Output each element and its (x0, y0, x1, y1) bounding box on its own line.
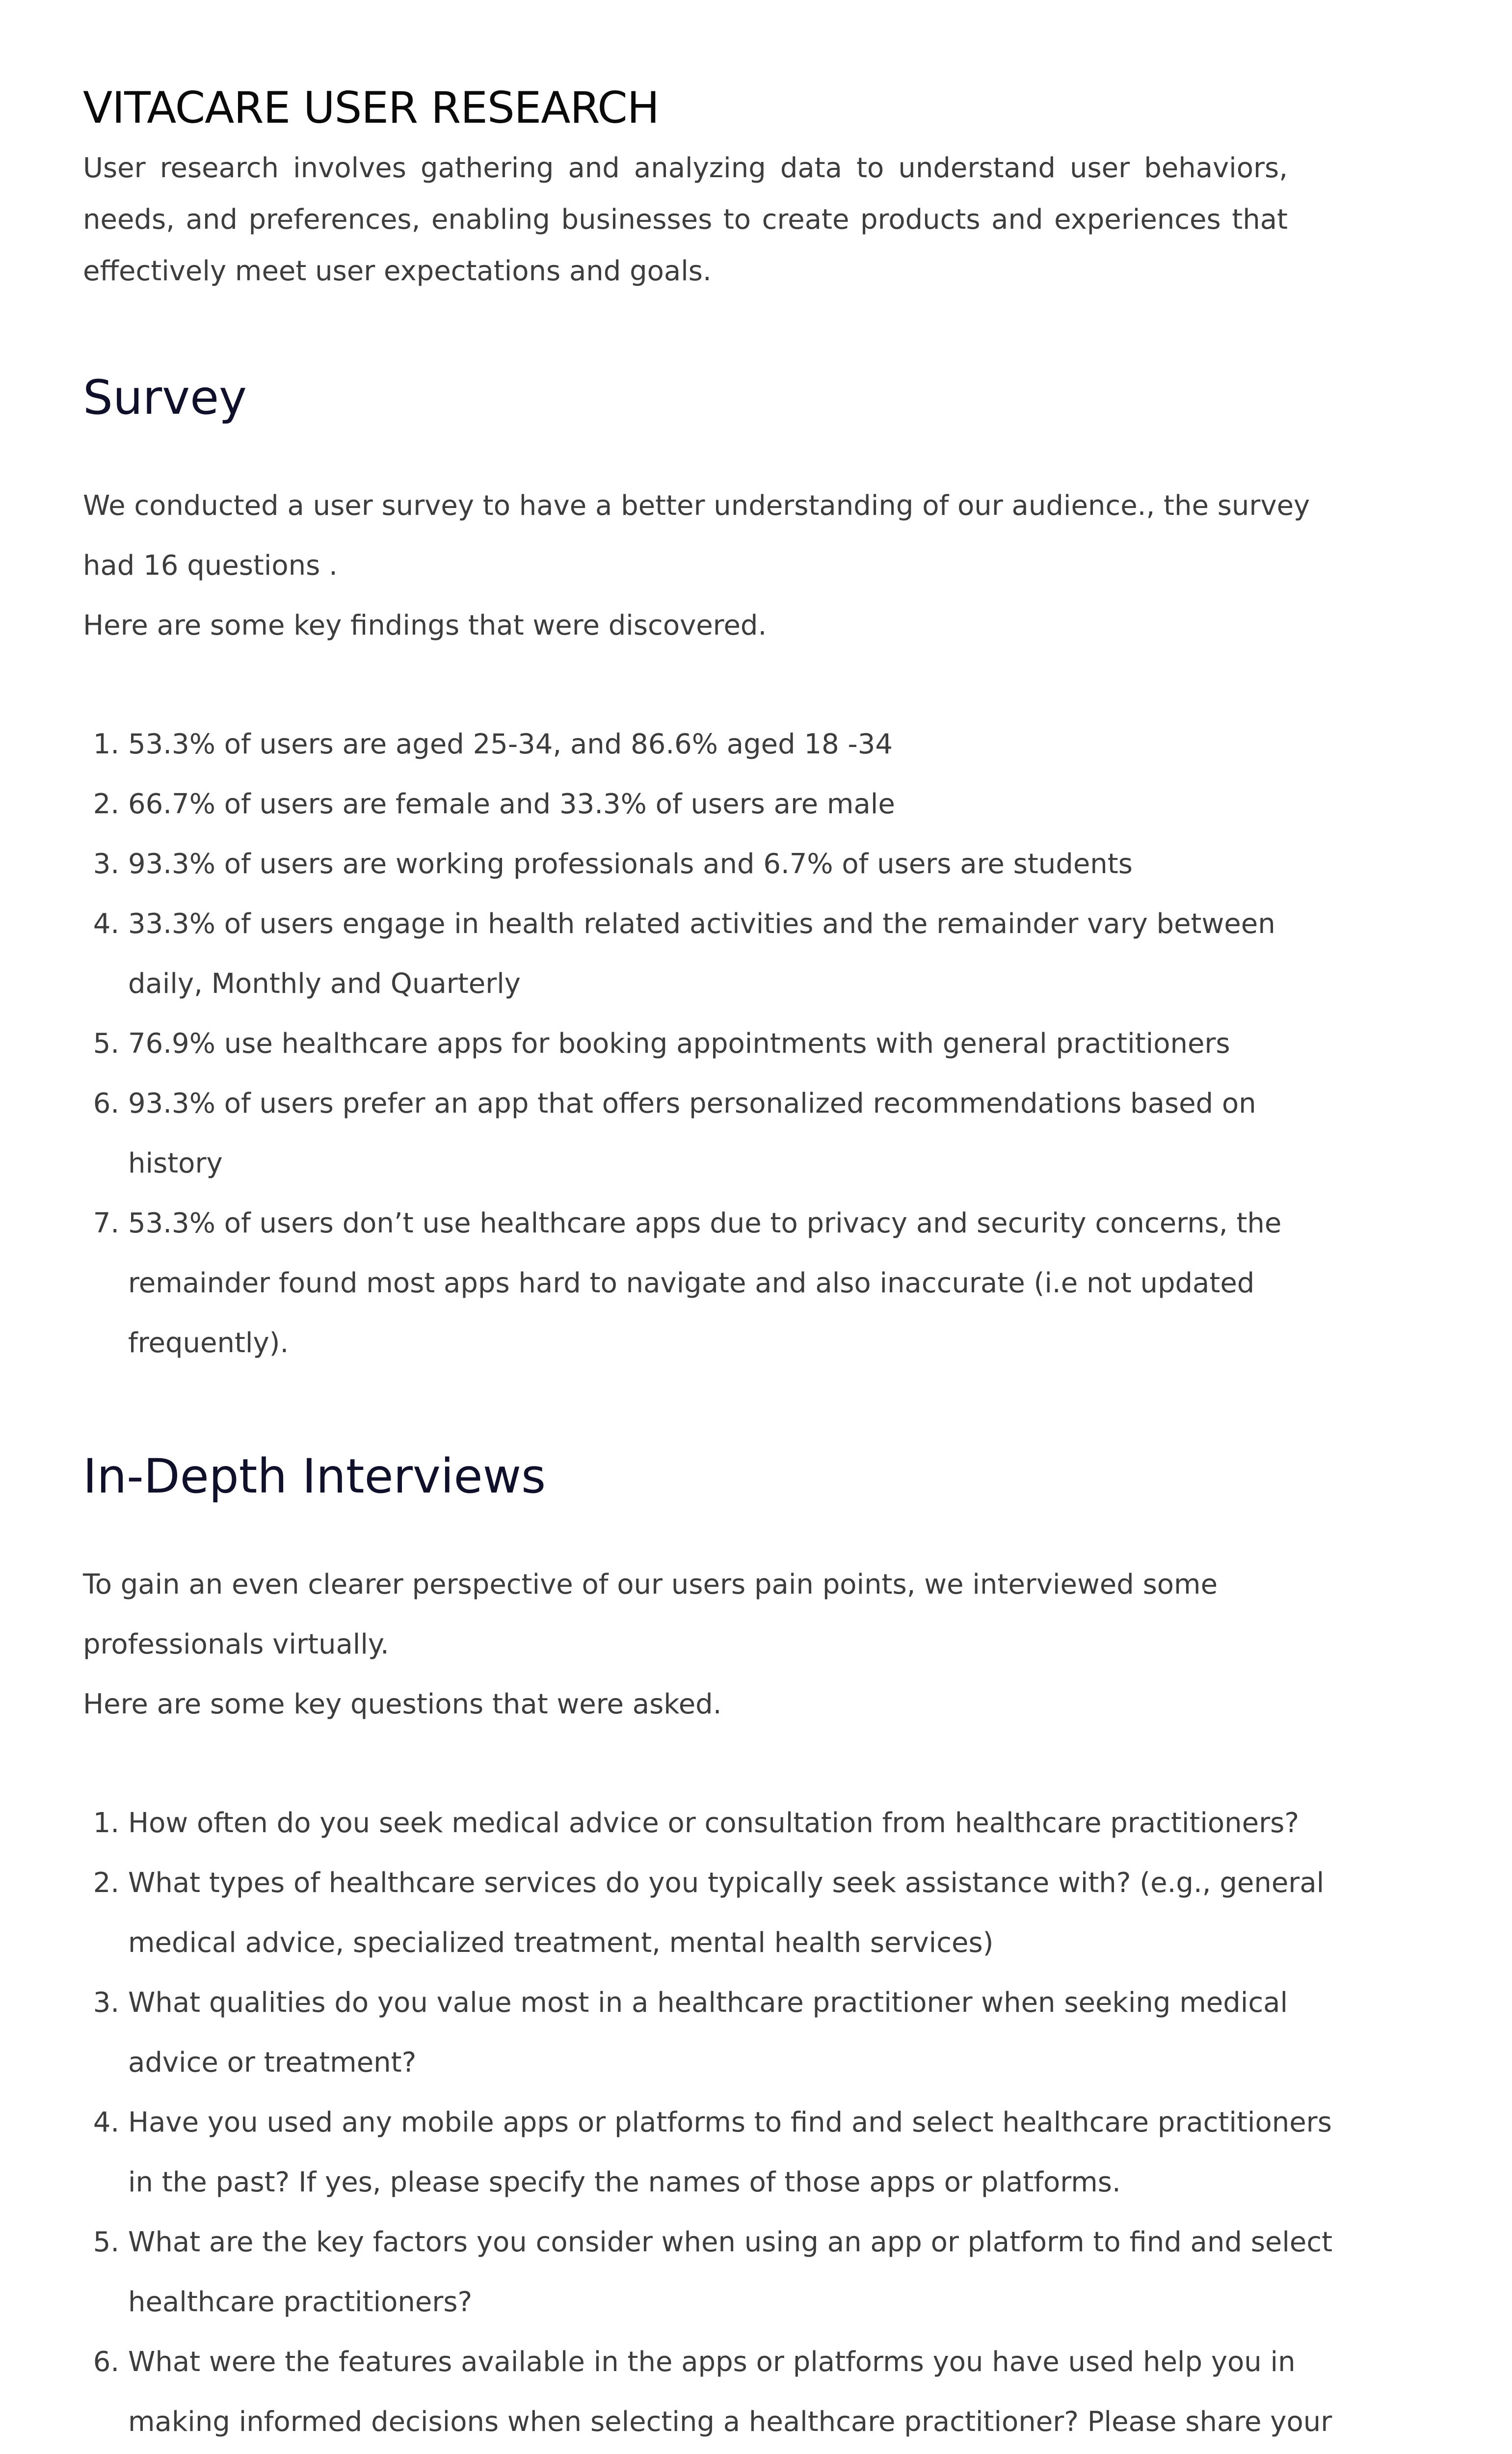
survey-subtext: Here are some key findings that were discovered. (83, 610, 767, 641)
survey-lead: We conducted a user survey to have a better understanding of our audience., the survey had 16 questions . (83, 490, 1310, 582)
interview-questions-list (83, 1793, 1333, 2454)
list-item: 4. 33.3% of users engage in health related activities and the remainder vary between daily, Monthly and Quarterly (128, 894, 1333, 1014)
survey-section (83, 366, 1325, 1373)
survey-heading: Survey (83, 370, 247, 425)
list-item: 2. 66.7% of users are female and 33.3% of users are male (128, 774, 1333, 834)
list-item: 3. What qualities do you value most in a healthcare practitioner when seeking medical advice or treatment? (128, 1973, 1333, 2093)
list-item: 2. What types of healthcare services do you typically seek assistance with? (e.g., general medical advice, specialized treatment, mental health services) (128, 1853, 1333, 1973)
list-item: 5. 76.9% use healthcare apps for booking appointments with general practitioners (128, 1014, 1333, 1074)
list-item: 3. 93.3% of users are working professionals and 6.7% of users are students (128, 834, 1333, 894)
interviews-heading: In-Depth Interviews (83, 1449, 546, 1504)
list-item: 5. What are the key factors you consider when using an app or platform to find and select healthcare practitioners? (128, 2213, 1333, 2332)
list-item: 1. How often do you seek medical advice or consultation from healthcare practitioners? (128, 1793, 1333, 1853)
interviews-lead: To gain an even clearer perspective of our users pain points, we interviewed some professionals virtually. (83, 1569, 1218, 1660)
survey-findings-list (83, 715, 1333, 1373)
list-item: 6. 93.3% of users prefer an app that offers personalized recommendations based on history (128, 1074, 1333, 1194)
interviews-subtext: Here are some key questions that were asked. (83, 1688, 722, 1720)
list-item: 4. Have you used any mobile apps or platforms to find and select healthcare practitioners in the past? If yes, please specify the names of those apps or platforms. (128, 2093, 1333, 2213)
list-item: 6. What were the features available in the apps or platforms you have used help you in making informed decisions when selecting a healthcare practitioner? Please share your (128, 2332, 1333, 2454)
list-item: 7. 53.3% of users don’t use healthcare apps due to privacy and security concerns, the remainder found most apps hard to navigate and also inaccurate (i.e not updated frequently). (128, 1194, 1333, 1373)
intro-paragraph: User research involves gathering and analyzing data to understand user behaviors, needs, and preferences, enabling businesses to create products and experiences that effectively meet user expectations and goals. (83, 152, 1288, 287)
list-item: 1. 53.3% of users are aged 25-34, and 86.6% aged 18 -34 (128, 715, 1333, 774)
document-title: VITACARE USER RESEARCH (83, 82, 659, 133)
research-document (83, 74, 1333, 2454)
interviews-section (83, 1444, 1333, 2454)
